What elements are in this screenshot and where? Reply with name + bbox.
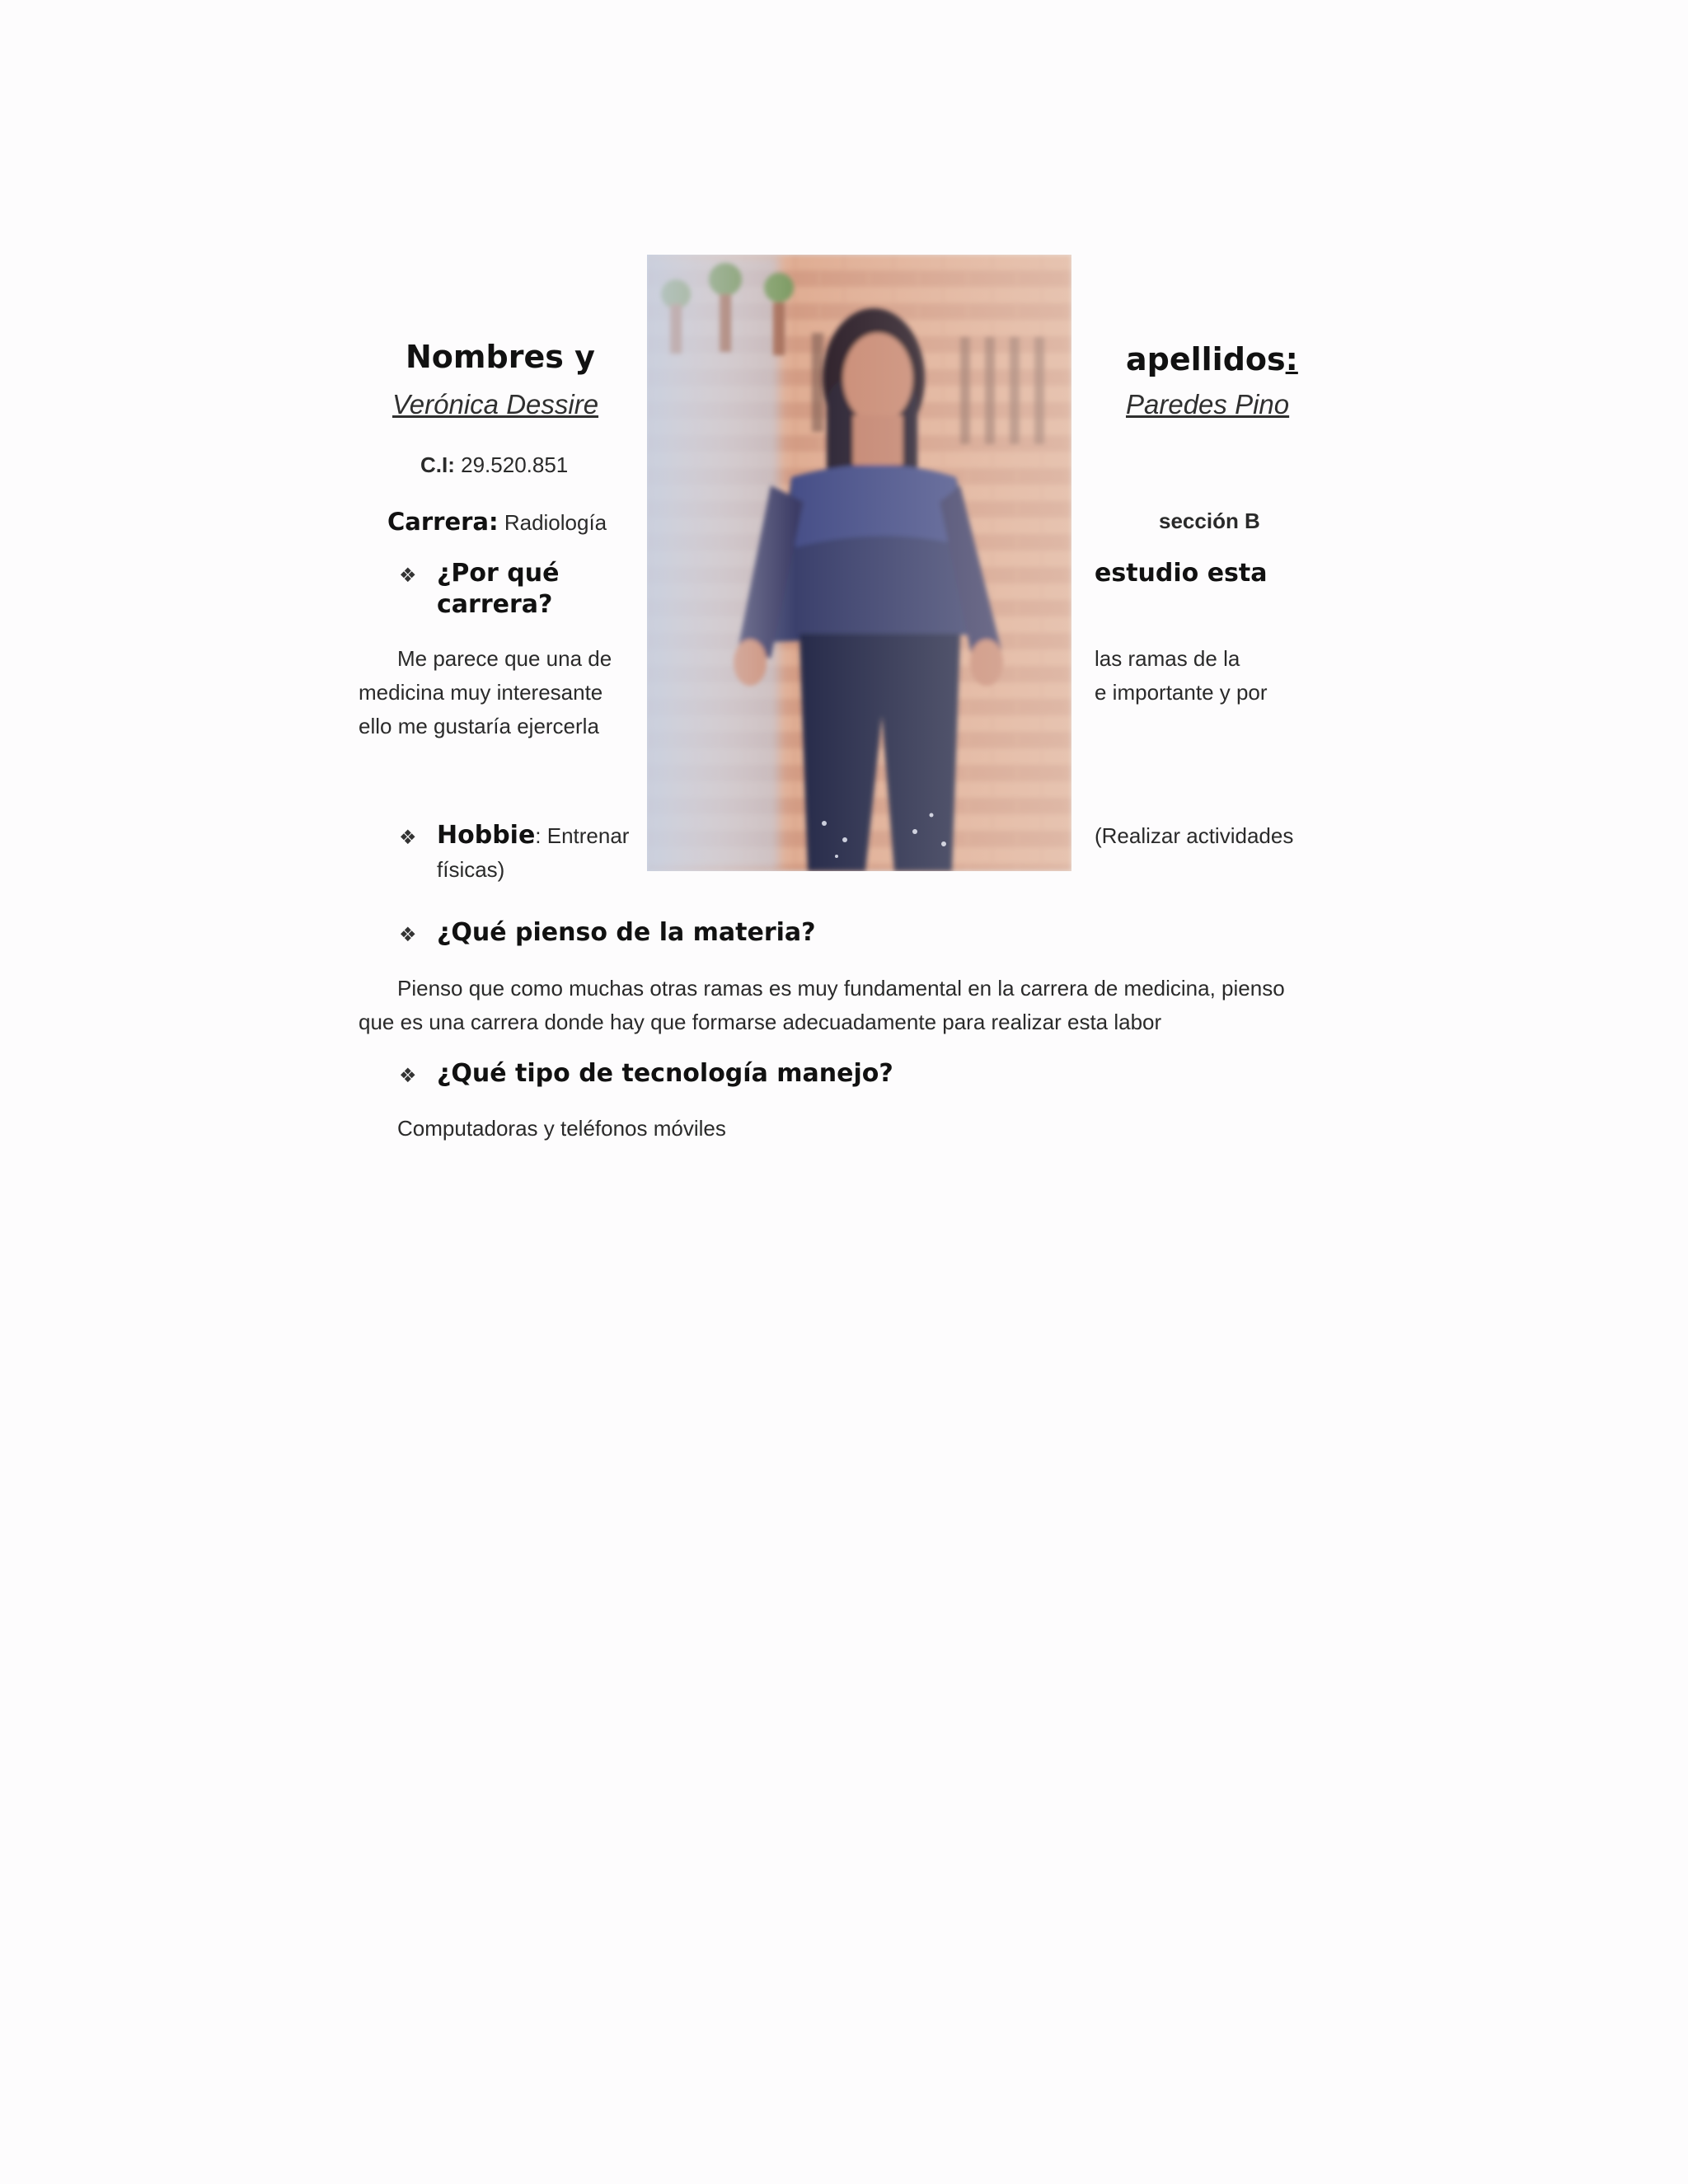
carrera-label: Carrera: xyxy=(387,508,499,536)
why-answer-left-2: medicina muy interesante xyxy=(359,680,603,705)
why-answer-left-1: Me parece que una de xyxy=(397,646,612,671)
portrait-icon xyxy=(647,255,1071,871)
carrera-value: Radiología xyxy=(504,510,607,535)
why-question-left-2: carrera? xyxy=(437,590,553,619)
nombres-label: Nombres y xyxy=(406,339,595,375)
why-question-left: ¿Por qué xyxy=(437,559,560,588)
ci-label: C.I: xyxy=(420,452,455,477)
diamond-bullet-icon: ❖ xyxy=(399,827,417,849)
ci-value: 29.520.851 xyxy=(461,452,569,477)
materia-question: ¿Qué pienso de la materia? xyxy=(437,918,816,947)
why-answer-right-2: e importante y por xyxy=(1095,680,1268,705)
apellidos-text: apellidos xyxy=(1126,341,1286,377)
section-label: sección B xyxy=(1159,509,1260,533)
hobbie-right: (Realizar actividades xyxy=(1095,823,1294,848)
why-answer-left-3: ello me gustaría ejercerla xyxy=(359,714,599,738)
hobbie-line xyxy=(437,821,629,850)
materia-answer-1: Pienso que como muchas otras ramas es muy fundamental en la carrera de medicina, pienso xyxy=(397,976,1285,1001)
diamond-bullet-icon: ❖ xyxy=(399,924,417,946)
diamond-bullet-icon: ❖ xyxy=(399,565,417,587)
ci-line xyxy=(420,452,568,478)
tecnologia-question: ¿Qué tipo de tecnología manejo? xyxy=(437,1059,893,1088)
why-question-right: estudio esta xyxy=(1095,559,1268,588)
apellidos-label xyxy=(1126,341,1298,377)
materia-answer-2: que es una carrera donde hay que formarse adecuadamente para realizar esta labor xyxy=(359,1010,1162,1034)
apellidos-colon: : xyxy=(1285,341,1298,377)
hobbie-second-line: físicas) xyxy=(437,857,505,882)
diamond-bullet-icon: ❖ xyxy=(399,1065,417,1087)
last-names: Paredes Pino xyxy=(1126,389,1290,419)
first-names: Verónica Dessire xyxy=(392,389,599,419)
tecnologia-answer: Computadoras y teléfonos móviles xyxy=(397,1116,726,1141)
hobbie-text: : Entrenar xyxy=(535,823,630,848)
portrait-photo xyxy=(647,255,1071,871)
hobbie-label: Hobbie xyxy=(437,821,536,850)
why-answer-right-1: las ramas de la xyxy=(1095,646,1240,671)
carrera-line xyxy=(387,508,607,536)
